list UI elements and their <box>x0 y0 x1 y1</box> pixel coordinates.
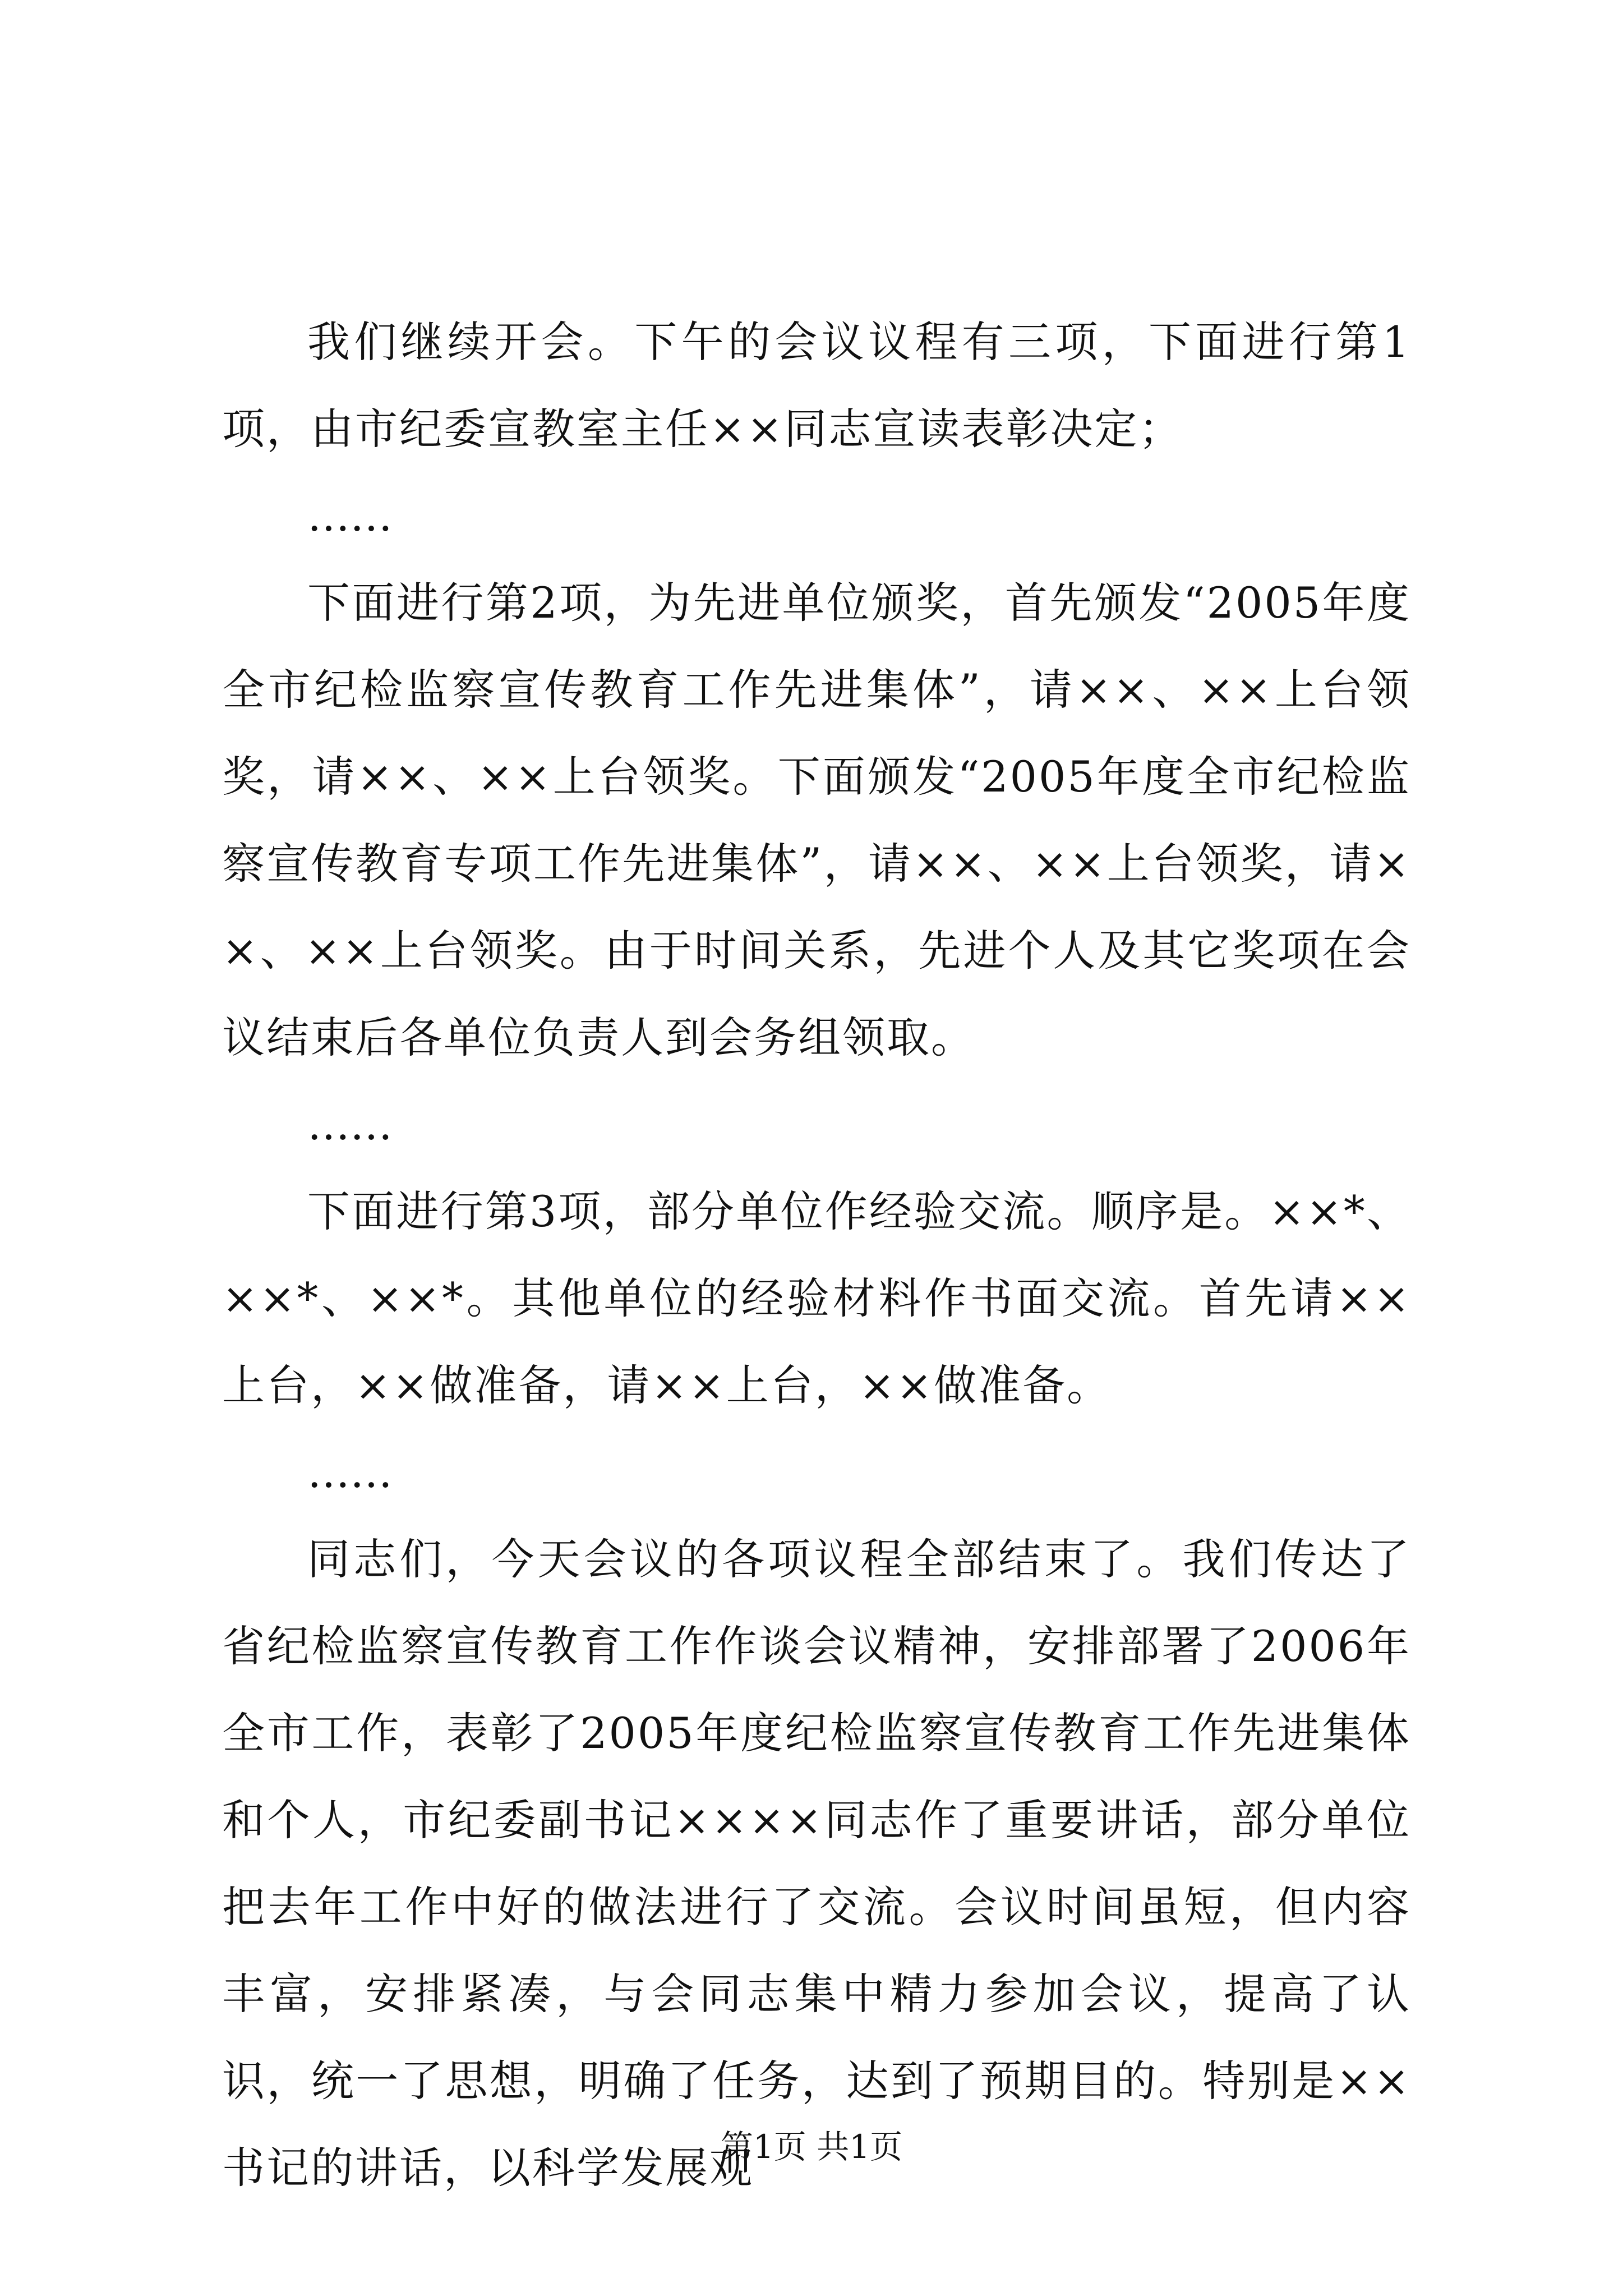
paragraph-agenda-intro: 我们继续开会。下午的会议议程有三项，下面进行第1项，由市纪委宣教室主任××同志宣读表彰决定； <box>222 317 1411 454</box>
page-footer: 第1页 共1页 <box>720 2128 903 2166</box>
paragraph-closing-summary: 同志们，今天会议的各项议程全部结束了。我们传达了省纪检监察宣传教育工作作谈会议精神，安排部署了2006年全市工作，表彰了2005年度纪检监察宣传教育工作先进集体和个人，市纪委副书记××××同志作了重要讲话，部分单位把去年工作中好的做法进行了交流。会议时间虽短，但内容丰富，安排紧凑，与会同志集中精力参加会议，提高了认识，统一了思想，明确了任务，达到了预期目的。特别是××书记的讲话，以科学发展观 <box>222 1534 1411 2193</box>
paragraph-experience-exchange: 下面进行第3项，部分单位作经验交流。顺序是。××*、××*、××*。其他单位的经验材料作书面交流。首先请××上台，××做准备，请××上台，××做准备。 <box>222 1186 1411 1410</box>
ellipsis-2: …… <box>307 1099 393 1149</box>
ellipsis-3: …… <box>307 1447 393 1497</box>
document-body <box>222 298 1411 2211</box>
paragraph-awards: 下面进行第2项，为先进单位颁奖，首先颁发“2005年度全市纪检监察宣传教育工作先进集体”，请××、××上台领奖，请××、××上台领奖。下面颁发“2005年度全市纪检监察宣传教育专项工作先进集体”，请××、××上台领奖，请××、××上台领奖。由于时间关系，先进个人及其它奖项在会议结束后各单位负责人到会务组领取。 <box>222 578 1411 1062</box>
ellipsis-1: …… <box>307 491 393 541</box>
